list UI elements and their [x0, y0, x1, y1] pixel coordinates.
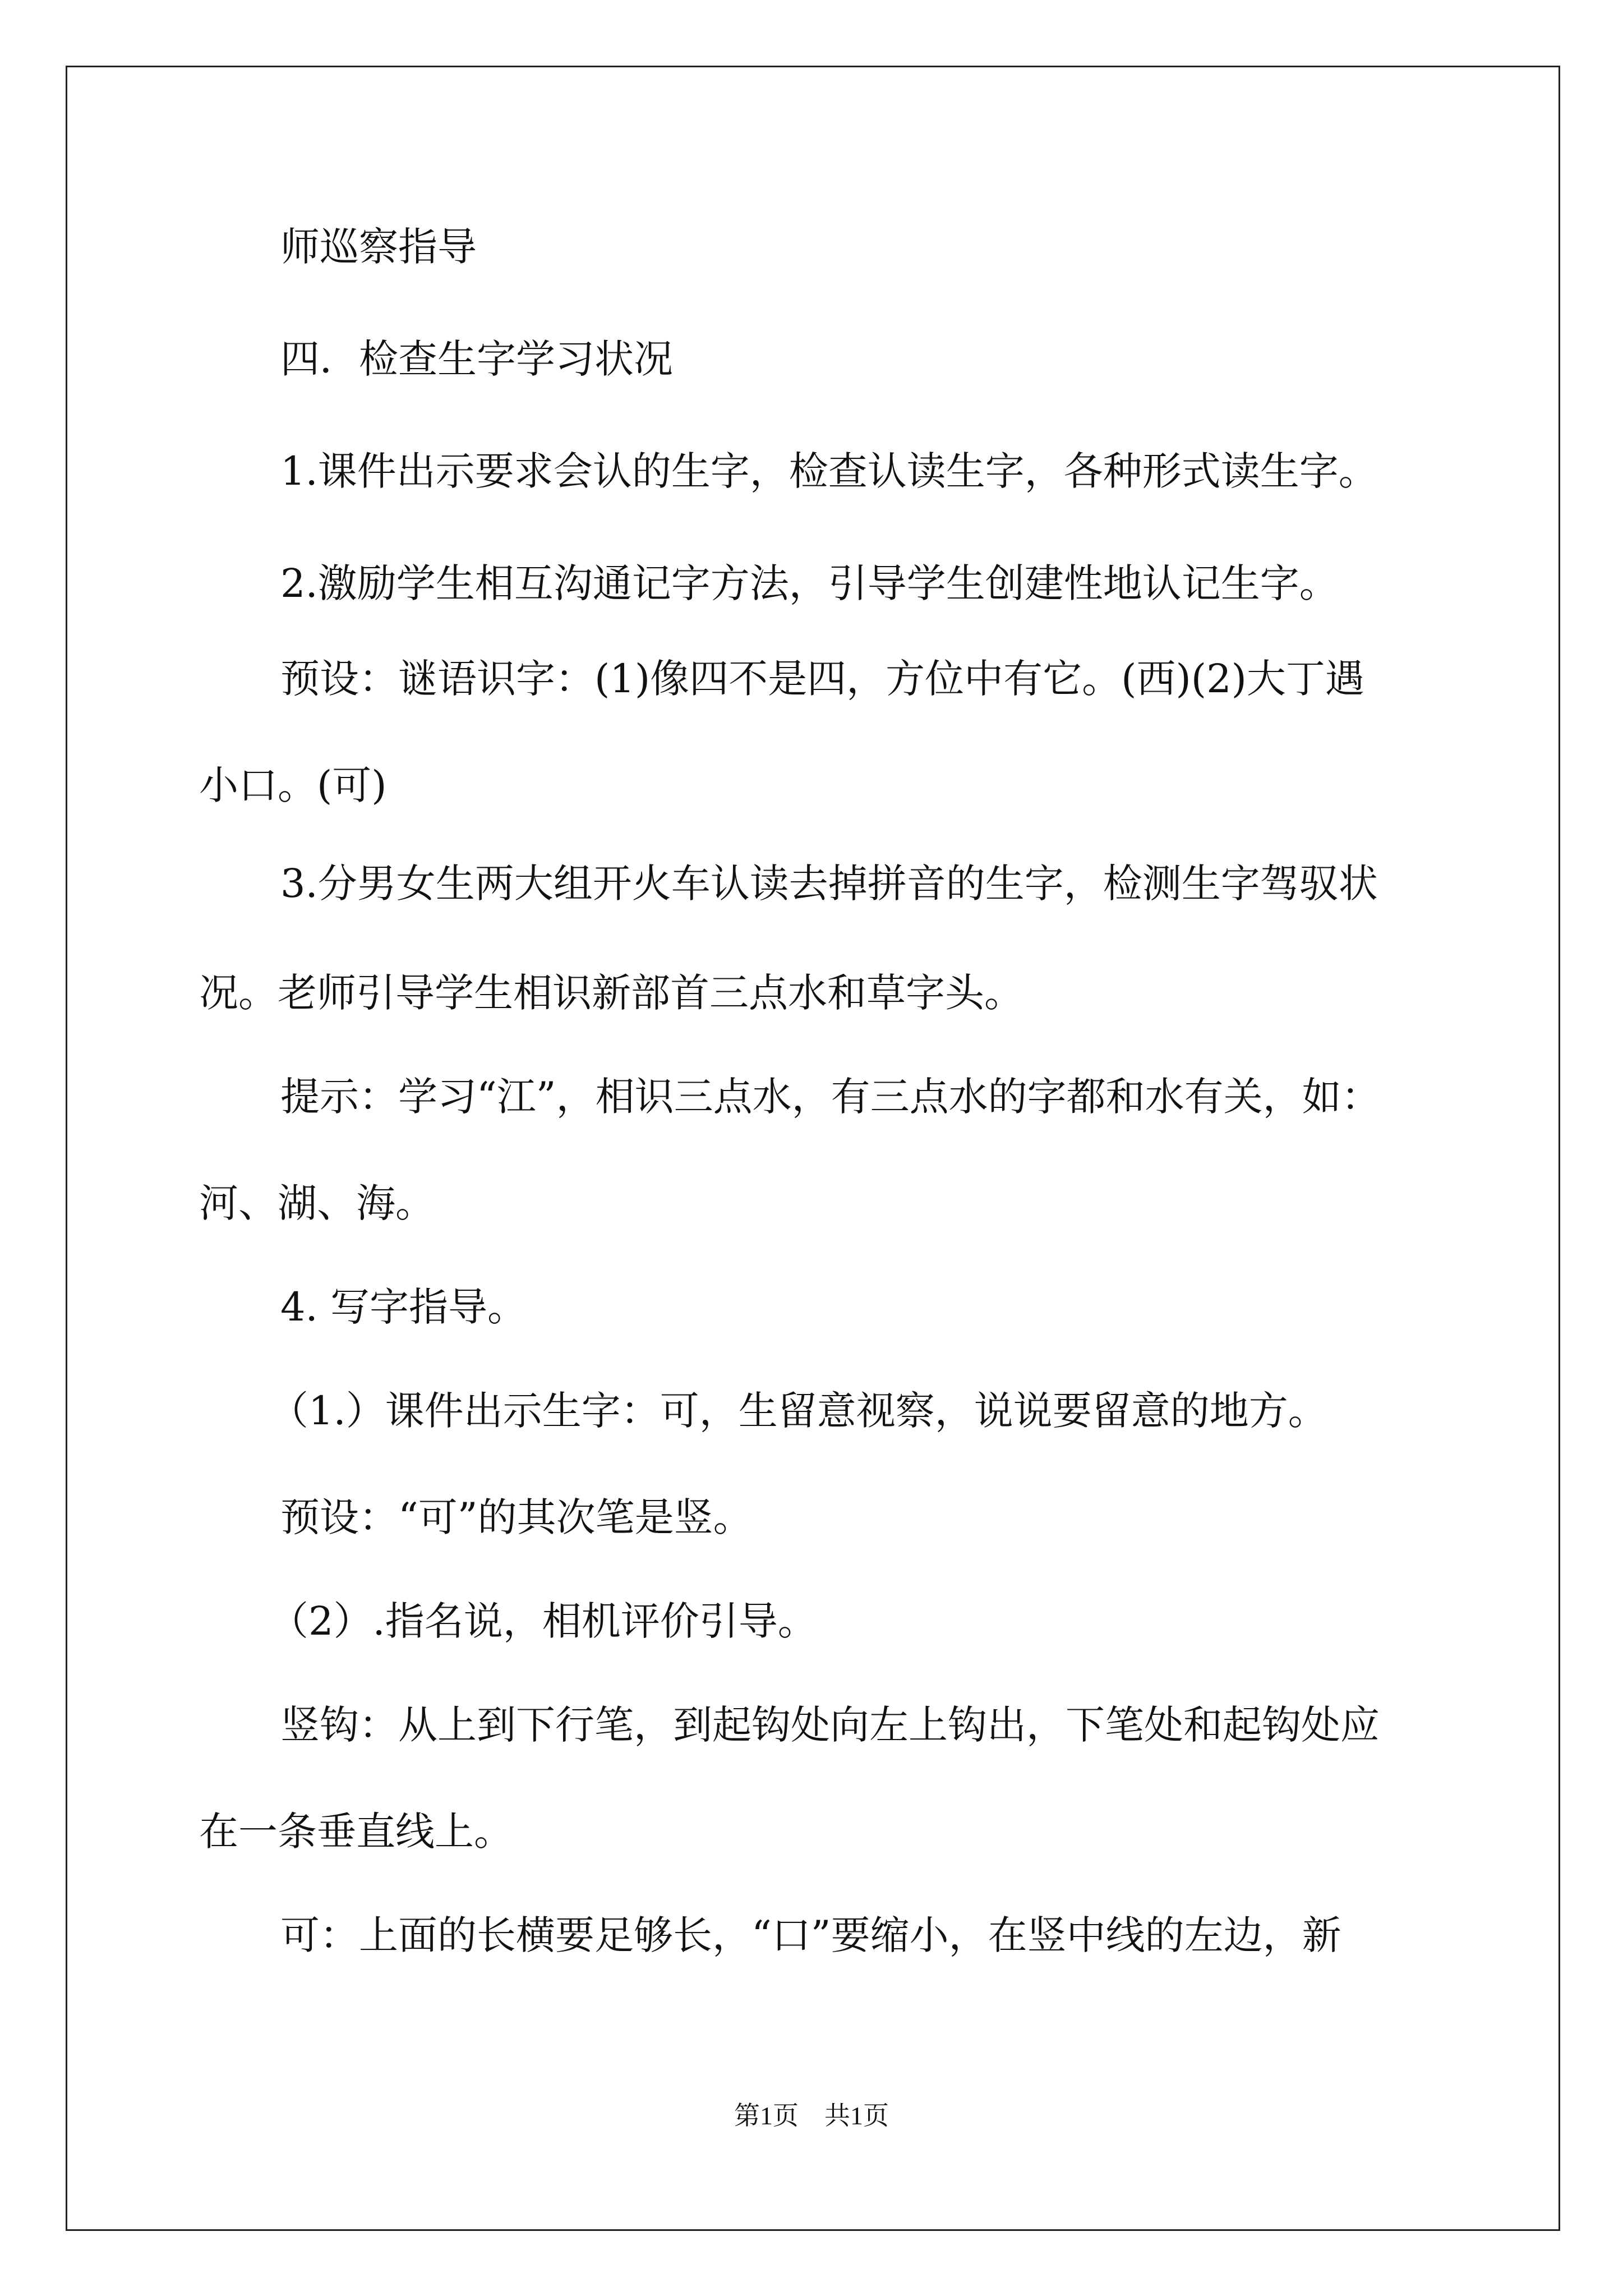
text-line: （2）.指名说，相机评价引导。	[269, 1598, 817, 1644]
text-line: 1.课件出示要求会认的生字，检查认读生字，各种形式读生字。	[280, 448, 1378, 494]
text-line: 竖钩：从上到下行笔，到起钩处向左上钩出，下笔处和起钩处应	[280, 1702, 1380, 1748]
text-line: 可：上面的长横要足够长，“口”要缩小，在竖中线的左边，新	[280, 1912, 1341, 1958]
section-heading: 四．检查生字学习状况	[280, 336, 673, 382]
text-line: 预设：“可”的其次笔是竖。	[280, 1494, 753, 1540]
text-line: （1.）课件出示生字：可，生留意视察，说说要留意的地方。	[269, 1388, 1327, 1434]
text-line: 3.分男女生两大组开火车认读去掉拼音的生字，检测生字驾驭状	[280, 861, 1378, 907]
page-border	[66, 66, 1560, 2231]
text-line: 在一条垂直线上。	[199, 1809, 513, 1855]
text-line: 4. 写字指导。	[280, 1284, 527, 1330]
text-line: 2.激励学生相互沟通记字方法，引导学生创建性地认记生字。	[280, 560, 1339, 606]
text-line: 提示：学习“江”，相识三点水，有三点水的字都和水有关，如：	[280, 1074, 1381, 1120]
text-line: 河、湖、海。	[199, 1180, 435, 1226]
page-number: 第1页 共1页	[734, 2101, 889, 2130]
text-line: 预设：谜语识字：(1)像四不是四，方位中有它。(西)(2)大丁遇	[280, 656, 1364, 702]
text-line: 小口。(可)	[199, 762, 387, 808]
text-line: 况。老师引导学生相识新部首三点水和草字头。	[199, 970, 1023, 1016]
text-line: 师巡察指导	[280, 224, 477, 270]
